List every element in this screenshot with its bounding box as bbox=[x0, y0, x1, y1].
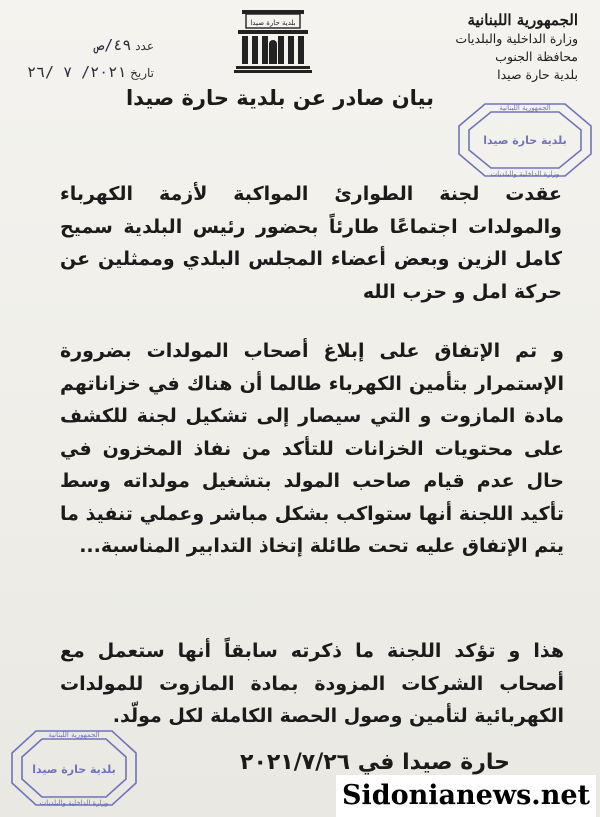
date-label: تاريخ bbox=[130, 66, 154, 80]
letterhead-governorate: محافظة الجنوب bbox=[495, 49, 578, 64]
dateline: حارة صيدا في ٢٠٢١/٧/٢٦ bbox=[240, 750, 510, 775]
letterhead-ministry: وزارة الداخلية والبلديات bbox=[455, 31, 578, 46]
site-watermark: Sidonianews.net bbox=[336, 775, 596, 817]
reference-number-row bbox=[4, 32, 154, 59]
stamp-top-municipality: بلدية حارة صيدا bbox=[483, 134, 567, 147]
official-stamp-top bbox=[455, 100, 595, 180]
stamp-top-ministry: وزارة الداخلية والبلديات bbox=[490, 170, 560, 178]
paragraph-agreement: و تم الإتفاق على إبلاغ أصحاب المولدات بضرورة الإستمرار بتأمين الكهرباء طالما أن هناك في خزاناتهم مادة المازوت و التي سيصار إلى تشكيل لجنة للكشف على محتويات الخزانات للتأكد من نفاذ المخزون في حال عدم قيام صاحب المولد بتشغيل مولداته وسط تأكيد اللجنة أنها ستواكب بشكل مباشر وعملي تنفيذ ما يتم الإتفاق عليه تحت طائلة إتخاذ التدابير المناسبة... bbox=[60, 340, 564, 557]
date-value: ٢٠٢١/ ٧ /٢٦ bbox=[26, 63, 127, 81]
letterhead bbox=[388, 10, 578, 84]
logo-caption: بلدية حارة صيدا bbox=[250, 19, 296, 27]
official-stamp-bottom bbox=[8, 727, 140, 809]
letterhead-republic: الجمهورية اللبنانية bbox=[467, 11, 578, 29]
paragraph-confirmation: هذا و تؤكد اللجنة ما ذكرته سابقاً أنها ستعمل مع أصحاب الشركات المزودة بمادة المازوت للمولدات الكهربائية لتأمين وصول الحصة الكاملة لكل مولّد. bbox=[60, 640, 564, 727]
letterhead-municipality: بلدية حارة صيدا bbox=[497, 67, 578, 82]
number-value: ٤٩/ص bbox=[95, 36, 132, 54]
statement-title: بيان صادر عن بلدية حارة صيدا bbox=[125, 86, 435, 110]
stamp-top-republic: الجمهورية اللبنانية bbox=[499, 104, 551, 112]
stamp-bottom-municipality: بلدية حارة صيدا bbox=[32, 763, 116, 776]
paragraph-meeting: عقدت لجنة الطوارئ المواكبة لأزمة الكهرباء والمولدات اجتماعًا طارئاً بحضور رئيس البلدية سميح كامل الزين وبعض أعضاء المجلس البلدي وممثلين عن حركة امل و حزب الله bbox=[60, 183, 562, 303]
reference-date-row bbox=[4, 59, 154, 86]
reference-block bbox=[4, 32, 154, 86]
number-label: عدد bbox=[135, 39, 154, 53]
municipality-building-logo bbox=[232, 8, 314, 74]
stamp-bottom-republic: الجمهورية اللبنانية bbox=[48, 731, 100, 739]
stamp-bottom-ministry: وزارة الداخلية والبلديات bbox=[39, 799, 109, 807]
